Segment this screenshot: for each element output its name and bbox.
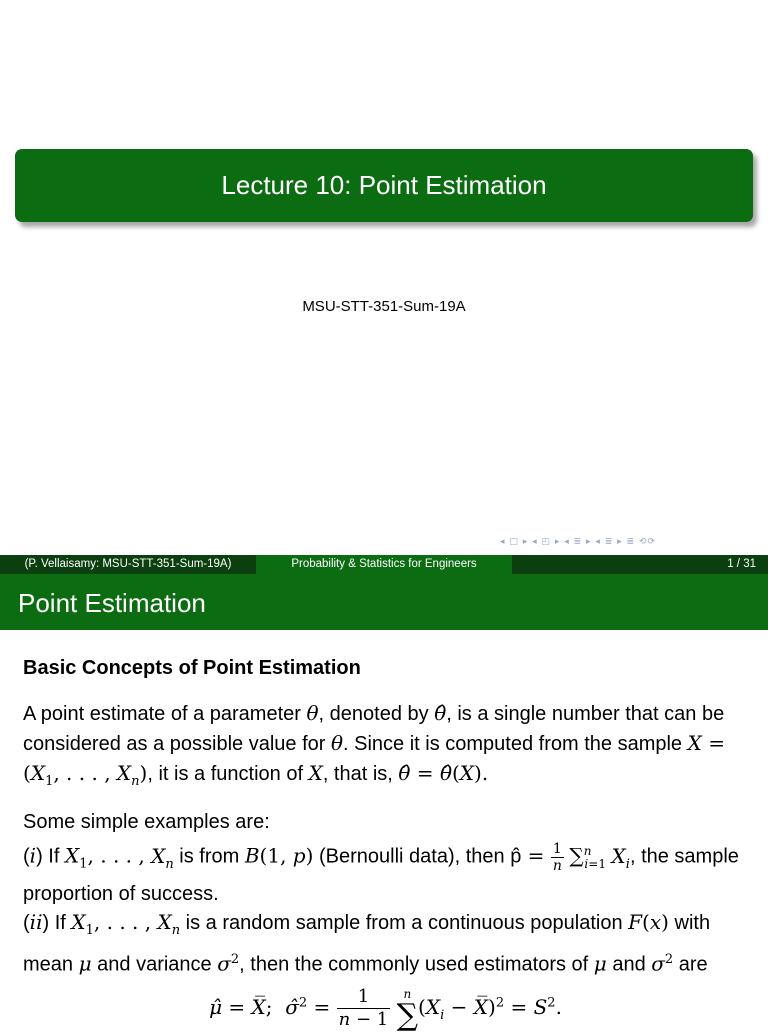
footer-author: (P. Vellaisamy: MSU-STT-351-Sum-19A)	[0, 555, 256, 574]
frame-title-bar	[0, 574, 768, 630]
lecture-subtitle: MSU-STT-351-Sum-19A	[302, 298, 466, 315]
frame-title: Point Estimation	[18, 588, 206, 618]
beamer-navigation-icons[interactable]: ◂ □ ▸ ◂ ◰ ▸ ◂ ≣ ▸ ◂ ≣ ▸ ≣ ⟲⟳	[500, 537, 657, 547]
examples-intro: Some simple examples are:	[23, 811, 270, 834]
definition-paragraph: A point estimate of a parameter θ, denoted by θ̂, is a single number that can be considered as a possible value for θ. Since it is computed from the sample $X = (X_1$, . . . , $X_n$), it is a function of X, that is, θ̂ = θ̂(X).	[23, 701, 725, 789]
footer-bar	[0, 555, 768, 574]
title-box	[15, 149, 753, 222]
lecture-title: Lecture 10: Point Estimation	[221, 170, 547, 200]
section-heading: Basic Concepts of Point Estimation	[23, 657, 361, 679]
slide-content	[23, 655, 748, 1031]
footer-course: Probability & Statistics for Engineers	[256, 555, 512, 574]
example-two: (ii) If $X_1$, . . . , $X_n$ is a random sample from a continuous population F(x) with mean μ and variance $\sigma^2$, then the commonly used estimators of μ and $\sigma^2$ are	[23, 910, 711, 976]
estimator-formula: μ̂ = X̅; σ̂$^2$ = $\frac{1}{n - 1}$ n ∑ ($X_i$ − X̅)$^2$ = $S^2$.	[209, 985, 562, 1033]
footer-page-number: 1 / 31	[512, 555, 768, 574]
example-one: (i) If $X_1$, . . . , $X_n$ is from B(1, p) (Bernoulli data), then p̂ = $\frac{1}{n}$ ∑$^n_{i=1}$ $X_i$, the sample proportion of success.	[23, 841, 739, 905]
